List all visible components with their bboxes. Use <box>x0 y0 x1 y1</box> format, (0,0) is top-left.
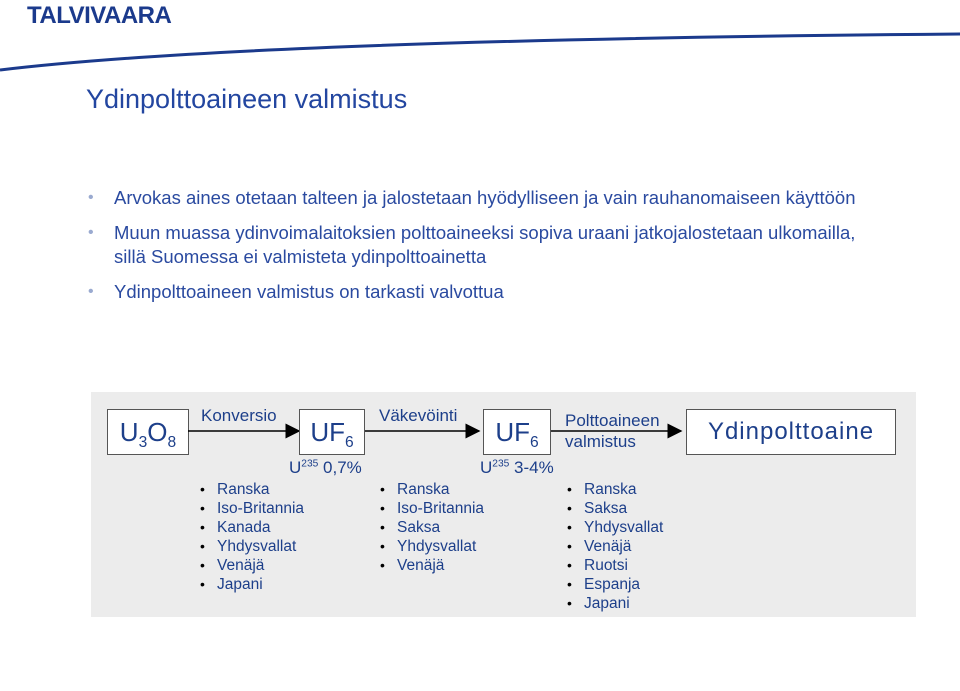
country-item: • Yhdysvallat <box>197 537 304 556</box>
country-item: • Ranska <box>197 480 304 499</box>
page-title: Ydinpolttoaineen valmistus <box>86 84 408 114</box>
u235-natural-label: $U^{235}$ 0,7% <box>289 458 362 477</box>
vakevointi-countries <box>377 480 484 575</box>
bullet-item: • Ydinpolttoaineen valmistus on tarkasti valvottua <box>88 280 888 304</box>
uf6-box-natural: $UF_6$ <box>299 409 365 455</box>
country-item: • Venäjä <box>197 556 304 575</box>
country-item: • Yhdysvallat <box>564 518 663 537</box>
country-item: • Ranska <box>564 480 663 499</box>
country-item: • Iso-Britannia <box>197 499 304 518</box>
bullet-item: • Muun muassa ydinvoimalaitoksien polttoaineeksi sopiva uraani jatkojalostetaan ulkomailla, sillä Suomessa ei valmisteta ydinpolttoainetta <box>88 221 888 269</box>
country-item: • Ranska <box>377 480 484 499</box>
uf6-box-enriched: $UF_6$ <box>483 409 551 455</box>
polttoaine-countries <box>564 480 663 613</box>
country-item: • Yhdysvallat <box>377 537 484 556</box>
country-item: • Iso-Britannia <box>377 499 484 518</box>
country-item: • Saksa <box>377 518 484 537</box>
company-logo: TALVIVAARA <box>27 2 172 29</box>
country-item: • Japani <box>564 594 663 613</box>
konversio-label: Konversio <box>201 406 277 425</box>
country-item: • Venäjä <box>564 537 663 556</box>
process-diagram <box>91 392 916 617</box>
u235-enriched-label: $U^{235}$ 3-4% <box>480 458 554 477</box>
ydinpolttoaine-box: Ydinpolttoaine <box>686 409 896 455</box>
country-item: • Ruotsi <box>564 556 663 575</box>
konversio-countries <box>197 480 304 594</box>
polttoaine-label: Polttoaineen valmistus <box>565 411 660 451</box>
country-item: • Japani <box>197 575 304 594</box>
vakevointi-label: Väkevöinti <box>379 406 458 425</box>
country-item: • Saksa <box>564 499 663 518</box>
u3o8-box: $U_3O_8$ <box>107 409 189 455</box>
bullet-list <box>88 186 888 315</box>
country-item: • Espanja <box>564 575 663 594</box>
country-item: • Kanada <box>197 518 304 537</box>
country-item: • Venäjä <box>377 556 484 575</box>
bullet-item: • Arvokas aines otetaan talteen ja jalostetaan hyödylliseen ja vain rauhanomaiseen käyttöön <box>88 186 888 210</box>
